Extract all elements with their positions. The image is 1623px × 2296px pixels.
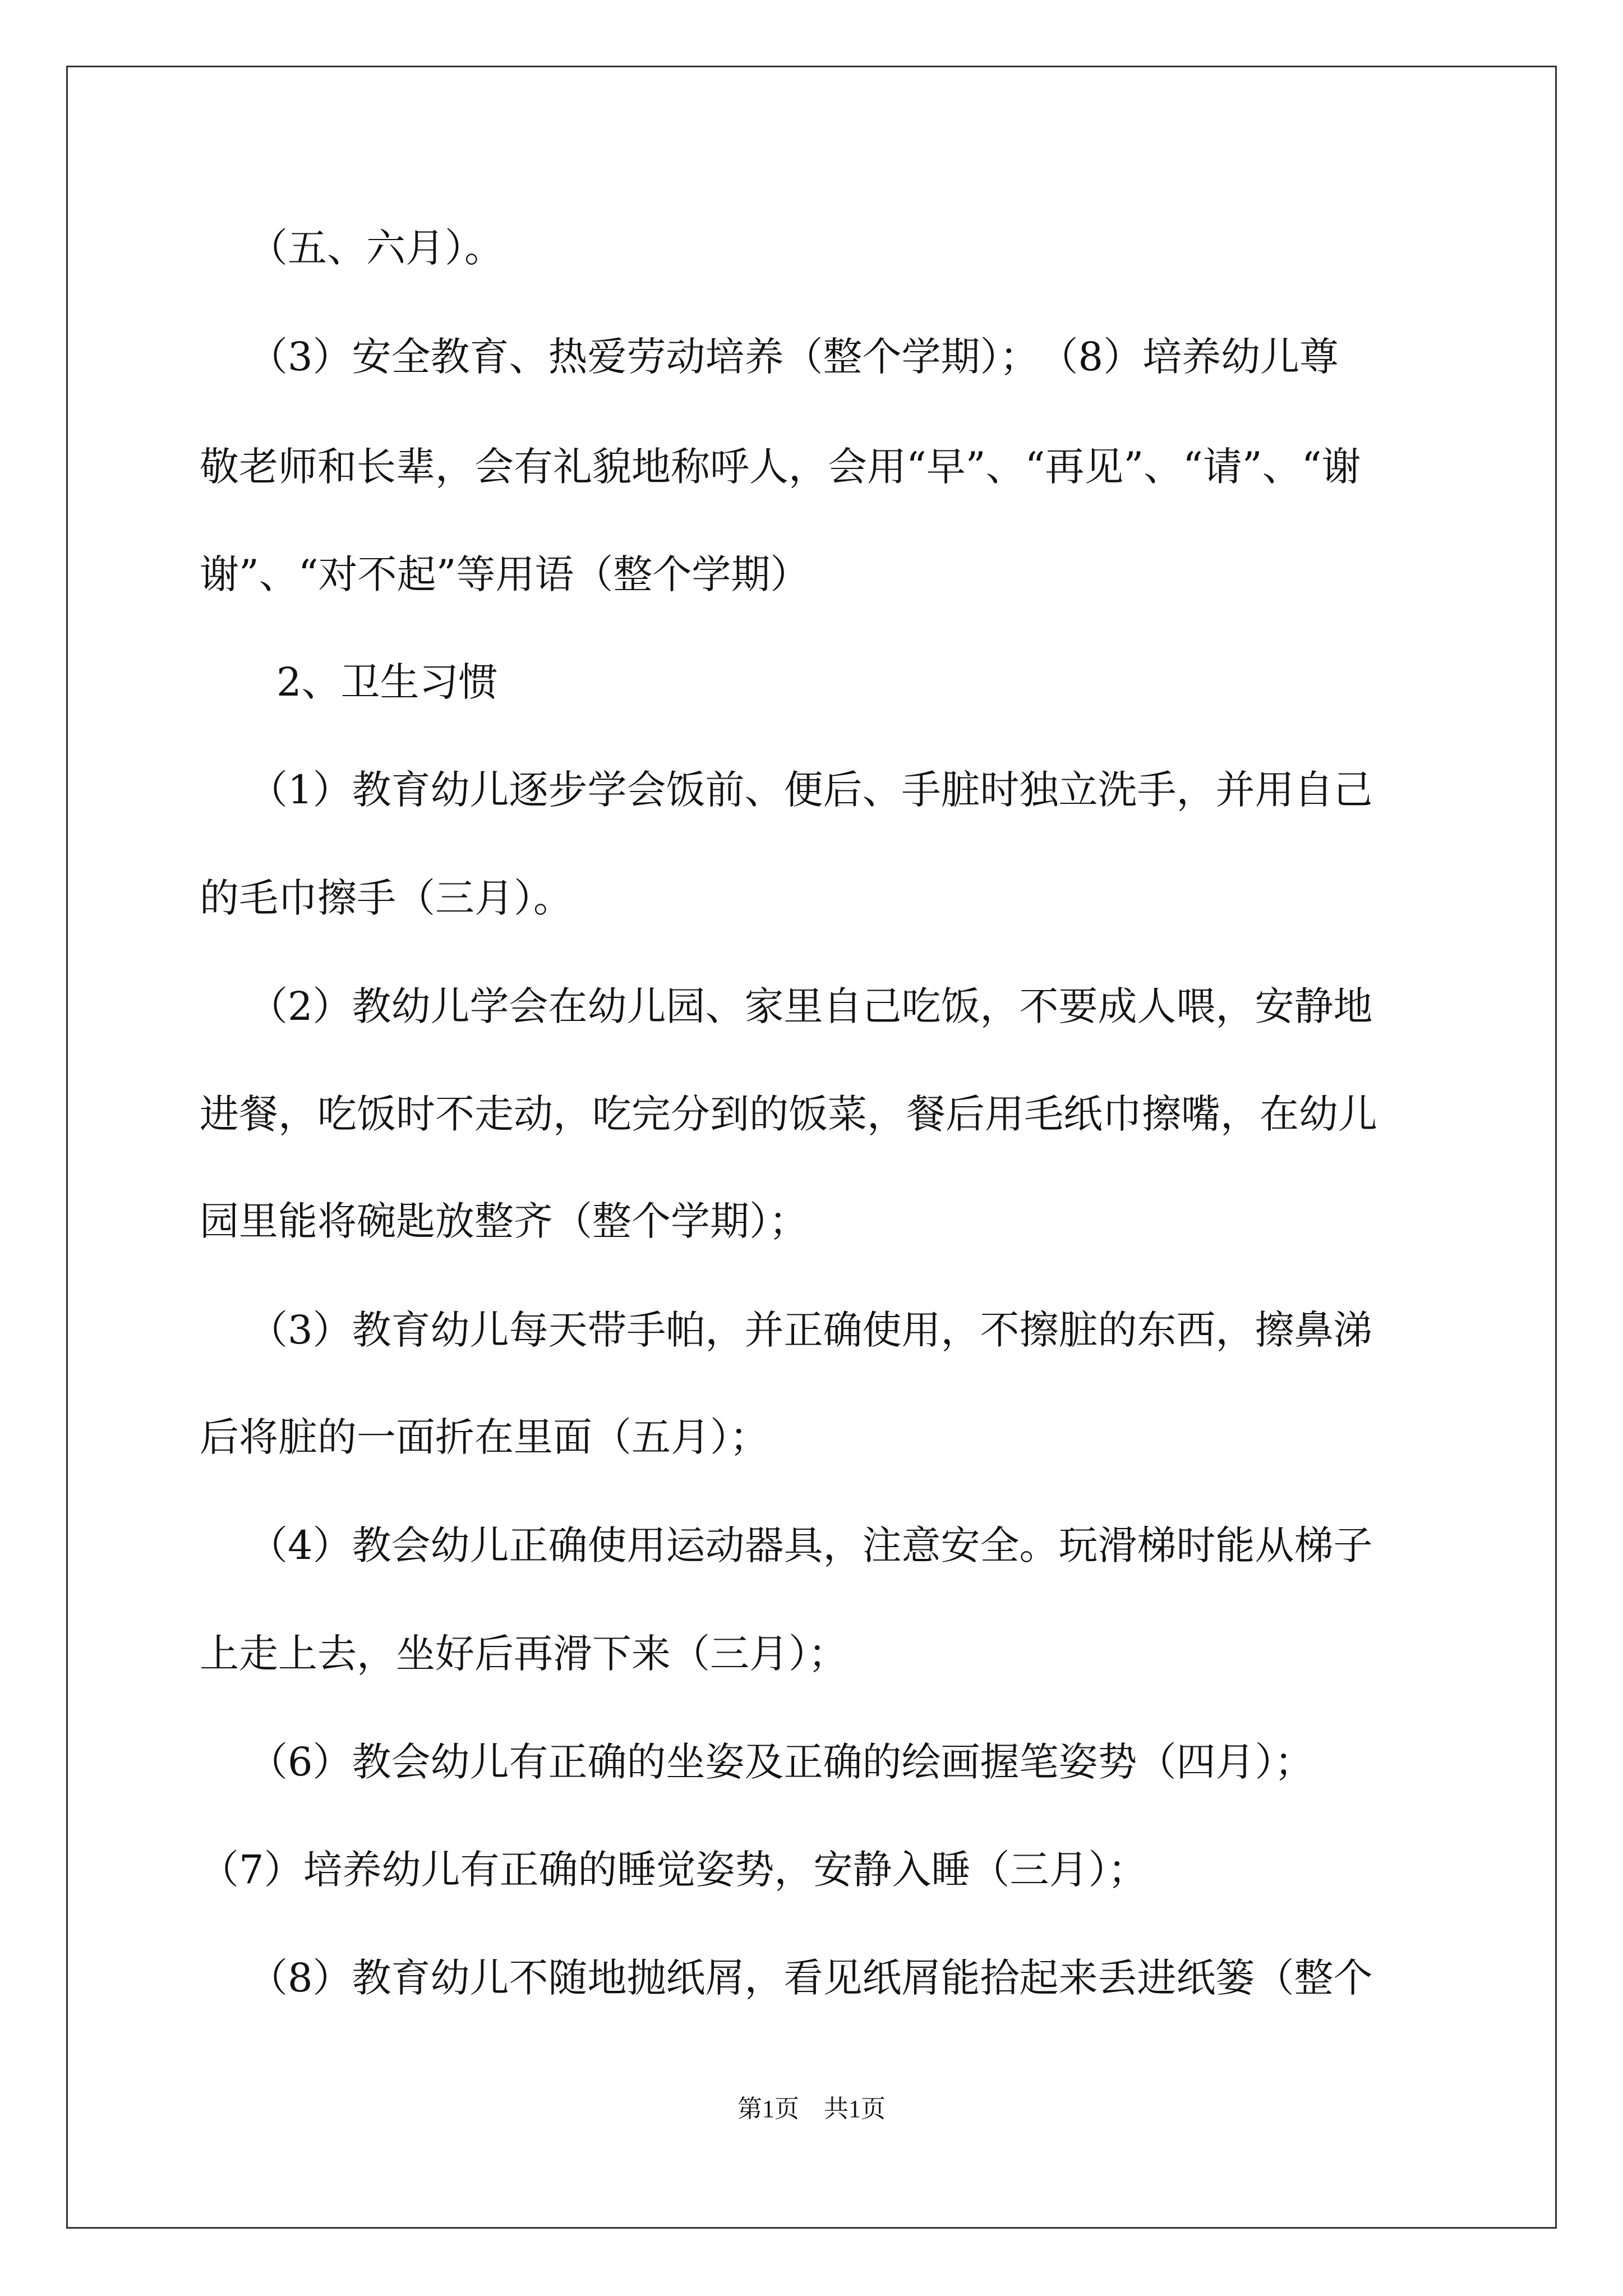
text-line-4: 谢”、“对不起”等用语（整个学期） [200,551,810,597]
text-line-6: （1）教育幼儿逐步学会饭前、便后、手脏时独立洗手，并用自己 [248,767,1373,813]
text-line-9: 进餐，吃饭时不走动，吃完分到的饭菜，餐后用毛纸巾擦嘴，在幼儿 [200,1091,1377,1137]
page-number-footer: 第1页 共1页 [737,2095,886,2123]
section-heading-hygiene: 2、卫生习惯 [276,659,498,705]
text-line-16: （7）培养幼儿有正确的睡觉姿势，安静入睡（三月）； [200,1847,1147,1893]
text-line-12: 后将脏的一面折在里面（五月）； [200,1414,769,1460]
text-line-17: （8）教育幼儿不随地抛纸屑，看见纸屑能拾起来丢进纸篓（整个 [248,1955,1373,2001]
text-line-2: （3）安全教育、热爱劳动培养（整个学期）； （8）培养幼儿尊 [248,334,1339,380]
text-line-7: 的毛巾擦手（三月）。 [200,875,573,921]
text-line-15: （6）教会幼儿有正确的坐姿及正确的绘画握笔姿势（四月）； [248,1739,1314,1785]
text-line-11: （3）教育幼儿每天带手帕，并正确使用，不擦脏的东西，擦鼻涕 [248,1307,1373,1353]
text-line-14: 上走上去，坐好后再滑下来（三月）； [200,1631,847,1677]
text-line-3: 敬老师和长辈，会有礼貌地称呼人，会用“早”、“再见”、“请”、“谢 [200,444,1361,490]
text-line-10: 园里能将碗匙放整齐（整个学期）； [200,1198,808,1244]
page-border [66,66,1557,2229]
text-line-13: （4）教会幼儿正确使用运动器具，注意安全。玩滑梯时能从梯子 [248,1522,1373,1568]
text-line-8: （2）教幼儿学会在幼儿园、家里自己吃饭，不要成人喂，安静地 [248,983,1373,1029]
text-line-1: （五、六月）。 [248,225,504,271]
